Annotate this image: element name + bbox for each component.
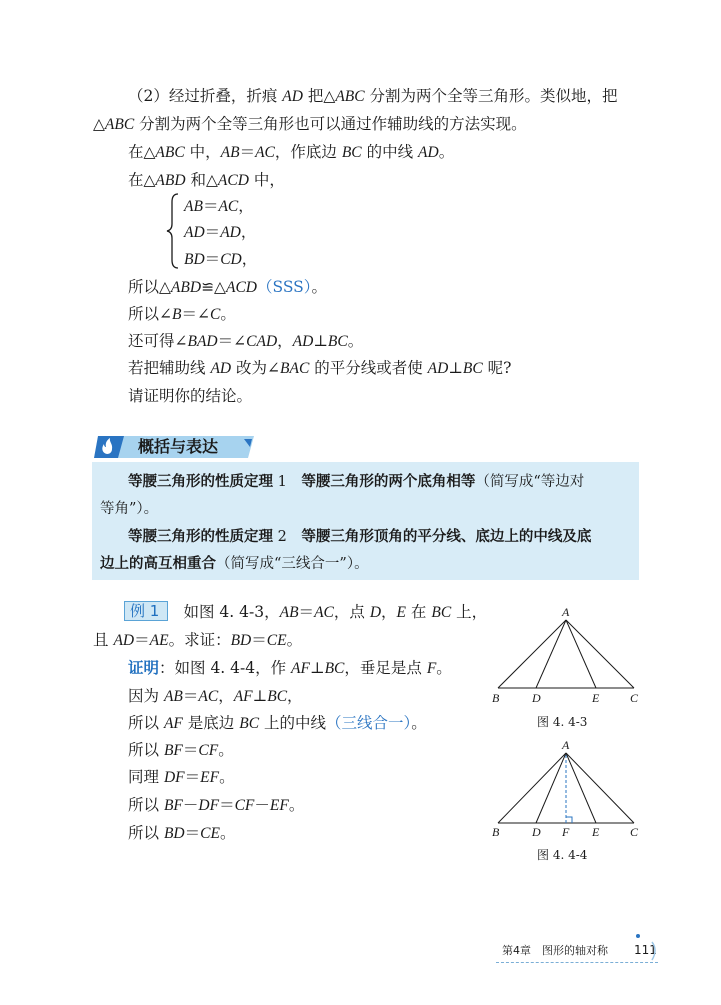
- fig2-side-ac: [566, 753, 634, 823]
- proof-line-5: 同理 DF＝EF。: [128, 768, 235, 786]
- figure-4-4-4-caption: 图 4. 4-4: [537, 848, 588, 862]
- figure-4-4-4: [486, 737, 646, 841]
- fig2-label-b: B: [492, 825, 500, 839]
- proof-line-1: 证明：如图 4. 4-4，作 AF⊥BC，垂足是点 F。: [128, 658, 452, 677]
- text-line-3: 在△ABC 中，AB＝AC，作底边 BC 的中线 AD。: [128, 143, 455, 161]
- proof-line-4: 所以 BF＝CF。: [128, 741, 234, 759]
- system-line-1: AB＝AC，: [184, 197, 254, 215]
- figure-4-4-3-caption: 图 4. 4-3: [537, 715, 588, 729]
- proof-line-3: 所以 AF 是底边 BC 上的中线（三线合一）。: [128, 714, 427, 732]
- example-line-1: 如图 4. 4-3，AB＝AC，点 D，E 在 BC 上，: [168, 603, 488, 621]
- text-line-9: 所以∠B＝∠C。: [128, 305, 236, 323]
- text-line-4: 在△ABD 和△ACD 中，: [128, 171, 285, 189]
- fig1-label-a: A: [562, 605, 570, 619]
- text-line-1: （2）经过折叠，折痕 AD 把△ABC 分割为两个全等三角形。类似地，把: [128, 87, 618, 105]
- footer-chapter: 第4章 图形的轴对称: [502, 944, 608, 957]
- fig2-label-a: A: [562, 738, 570, 752]
- summary-header-title: 概括与表达: [138, 437, 219, 456]
- theorem-1-line-2: 等角”）。: [100, 501, 159, 517]
- figure-4-4-3: [486, 604, 646, 708]
- text-line-8: 所以△ABD≌△ACD（SSS）。: [128, 278, 328, 296]
- system-line-3: BD＝CD，: [184, 250, 258, 268]
- text-line-10: 还可得∠BAD＝∠CAD，AD⊥BC。: [128, 332, 364, 350]
- fig2-side-ab: [498, 753, 566, 823]
- proof-line-6: 所以 BF－DF＝CF－EF。: [128, 796, 305, 814]
- fig2-label-f: F: [562, 825, 570, 839]
- fig1-segment-ae: [566, 620, 596, 688]
- proof-line-7: 所以 BD＝CE。: [128, 824, 236, 842]
- fig1-label-d: D: [532, 691, 541, 705]
- theorem-2-line-1: 等腰三角形的性质定理 2 等腰三角形顶角的平分线、底边上的中线及底: [128, 529, 592, 545]
- theorem-1-line-1: 等腰三角形的性质定理 1 等腰三角形的两个底角相等（简写成“等边对: [128, 474, 585, 490]
- proof-line-2: 因为 AB＝AC，AF⊥BC，: [128, 687, 303, 705]
- example-line-2: 且 AD＝AE。求证：BD＝CE。: [93, 631, 303, 649]
- text-line-2: △ABC 分割为两个全等三角形也可以通过作辅助线的方法实现。: [93, 115, 527, 133]
- page-corner-decoration: [632, 932, 662, 964]
- system-line-2: AD＝AD，: [184, 223, 257, 241]
- fig2-segment-ae: [566, 753, 596, 823]
- fig1-label-b: B: [492, 691, 500, 705]
- fig1-label-c: C: [630, 691, 639, 705]
- system-brace: [166, 192, 180, 270]
- fig2-label-d: D: [532, 825, 541, 839]
- fig2-segment-ad: [536, 753, 566, 823]
- text-line-12: 请证明你的结论。: [128, 387, 253, 405]
- fig1-label-e: E: [592, 691, 600, 705]
- fig2-right-angle-mark: [566, 817, 572, 823]
- theorem-2-line-2: 边上的高互相重合（简写成“三线合一”）。: [100, 556, 369, 572]
- page-number: 111: [634, 943, 657, 957]
- fig1-side-ab: [498, 620, 566, 688]
- fig2-label-e: E: [592, 825, 600, 839]
- fig2-label-c: C: [630, 825, 639, 839]
- fig1-side-ac: [566, 620, 634, 688]
- fig1-segment-ad: [536, 620, 566, 688]
- example-tag: 例 1: [124, 601, 168, 621]
- text-line-11: 若把辅助线 AD 改为∠BAC 的平分线或者使 AD⊥BC 呢?: [128, 359, 512, 377]
